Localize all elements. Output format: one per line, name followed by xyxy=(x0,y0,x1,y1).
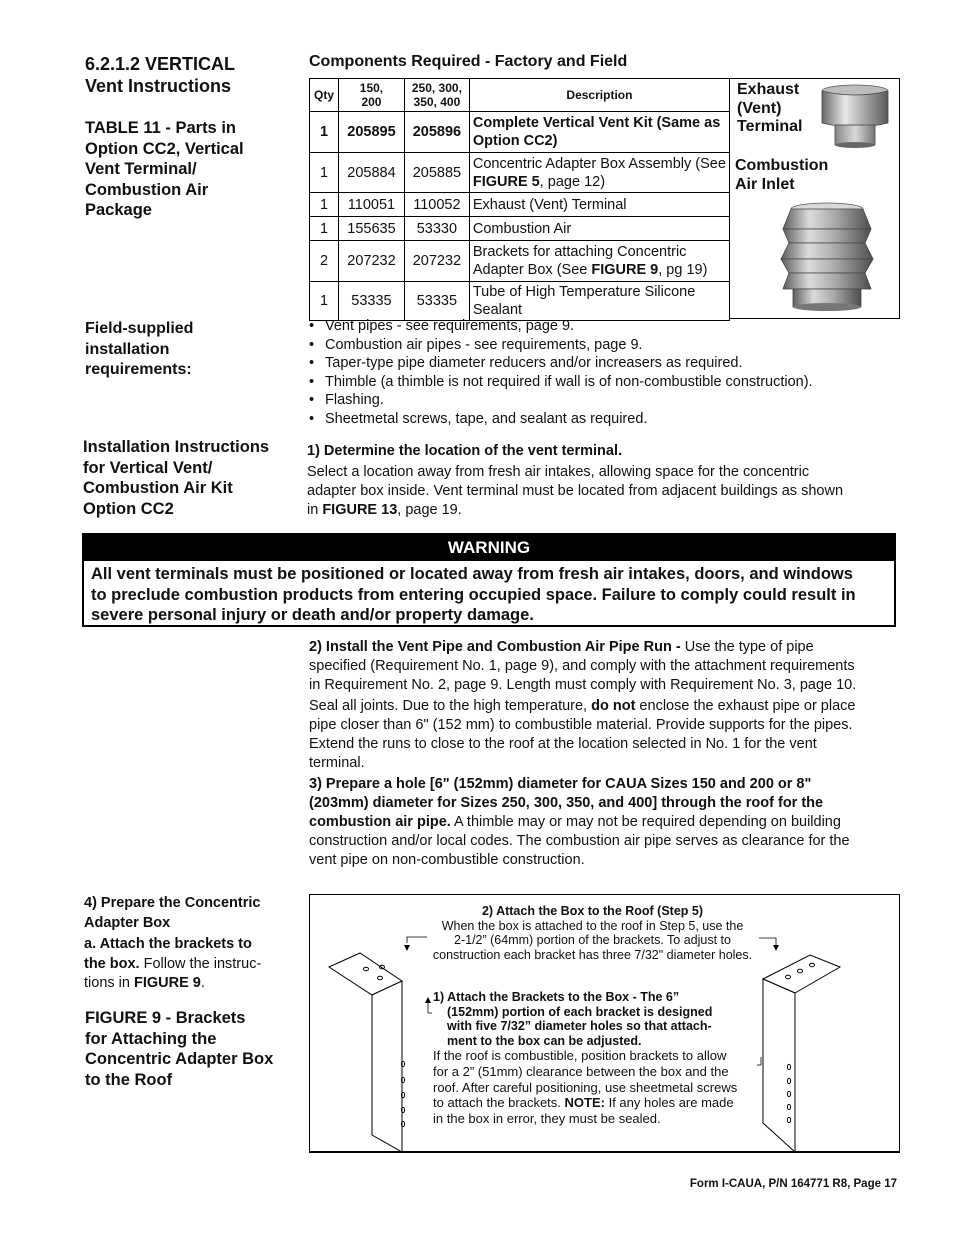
cell-part-a: 205895 xyxy=(338,112,404,153)
list-item: • Taper-type pipe diameter reducers and/or increasers as required. xyxy=(307,354,813,373)
cell-part-a: 110051 xyxy=(338,193,404,217)
step4: 4) Prepare the Concentric Adapter Box a. Attach the brackets to the box. Follow the instruc- tions in FIGURE 9. xyxy=(84,895,262,991)
list-item: • Flashing. xyxy=(307,391,813,410)
table-row xyxy=(310,153,730,193)
warning-title: WARNING xyxy=(84,535,894,561)
cell-qty: 1 xyxy=(310,193,339,217)
step1-title: 1) Determine the location of the vent terminal. xyxy=(307,443,623,459)
install-heading: Installation Instructions for Vertical Vent/ Combustion Air Kit Option CC2 xyxy=(83,438,270,518)
table-caption: TABLE 11 - Parts in Option CC2, Vertical Vent Terminal/ Combustion Air Package xyxy=(85,119,244,219)
components-title: Components Required - Factory and Field xyxy=(309,53,628,70)
figure9-diagram xyxy=(309,894,900,1153)
figure-reference[interactable]: FIGURE 9 xyxy=(133,975,201,991)
table-row xyxy=(310,241,730,282)
figure-reference[interactable]: FIGURE 13 xyxy=(322,502,398,518)
table-header-row xyxy=(310,79,730,112)
cell-description: Tube of High Temperature Silicone Sealant xyxy=(469,282,729,321)
page-footer: Form I-CAUA, P/N 164771 R8, Page 17 xyxy=(689,1178,897,1190)
cell-qty: 1 xyxy=(310,217,339,241)
cell-part-b: 207232 xyxy=(404,241,469,282)
cell-description: Exhaust (Vent) Terminal xyxy=(469,193,729,217)
right-bracket xyxy=(763,955,840,1152)
step2: 2) Install the Vent Pipe and Combustion Air Pipe Run - Use the type of pipe specified (Requirement No. 1, page 9), and comply with the attachment requirements in Requirement No. 2, page 9. Length must comply with Requirement No. 3, page 10. Seal all joints. Due to the high temperature, do not enclose the exhaust pipe or place pipe closer than 6" (152 mm) to combustible material. Provide supports for the pipes. Extend the runs to close to the roof at the location selected in No. 1 for the vent terminal. xyxy=(309,639,857,771)
list-item: • Combustion air pipes - see requirements, page 9. xyxy=(307,336,813,355)
combustion-air-inlet-label: Combustion Air Inlet xyxy=(735,157,829,193)
step2-title: 2) Install the Vent Pipe and Combustion Air Pipe Run - xyxy=(309,639,685,655)
header-qty: Qty xyxy=(310,79,339,112)
field-supplied-heading: Field-supplied installation requirements: xyxy=(85,320,194,378)
list-item: • Thimble (a thimble is not required if wall is of non-combustible construction). xyxy=(307,373,813,392)
cell-part-b: 205885 xyxy=(404,153,469,193)
cell-part-a: 207232 xyxy=(338,241,404,282)
cell-qty: 2 xyxy=(310,241,339,282)
warning-text: All vent terminals must be positioned or located away from fresh air intakes, doors, and windows to preclude combustion products from entering occupied space. Failure to comply could result in severe personal injury or death and/or property damage. xyxy=(91,565,856,624)
cell-part-a: 205884 xyxy=(338,153,404,193)
table-row xyxy=(310,217,730,241)
cell-part-b: 53335 xyxy=(404,282,469,321)
figure9-caption: FIGURE 9 - Brackets for Attaching the Concentric Adapter Box to the Roof xyxy=(85,1009,274,1089)
table-row xyxy=(310,282,730,321)
cell-description: Concentric Adapter Box Assembly (See FIGURE 5, page 12) xyxy=(469,153,729,193)
step1-callout: 1) Attach the Brackets to the Box - The 6” (152mm) portion of each bracket is designed with five 7/32” diameter holes so that attach- ment to the box can be adjusted. If the roof is combustible, position brackets to allow for a 2” (51mm) clearance between the box and the roof. After careful positioning, use sheetmetal screws to attach the brackets. NOTE: If any holes are made in the box in error, they must be sealed. xyxy=(433,990,738,1127)
figure-reference[interactable]: FIGURE 9 xyxy=(591,262,659,278)
header-size-a: 150, 200 xyxy=(338,79,404,112)
cell-part-a: 53335 xyxy=(338,282,404,321)
field-supplied-list xyxy=(307,317,813,429)
cell-qty: 1 xyxy=(310,112,339,153)
header-description: Description xyxy=(469,79,729,112)
cell-description: Brackets for attaching Concentric Adapter Box (See FIGURE 9, pg 19) xyxy=(469,241,729,282)
combustion-air-inlet-image xyxy=(779,201,875,313)
cell-description: Complete Vertical Vent Kit (Same as Option CC2) xyxy=(469,112,729,153)
list-item: • Vent pipes - see requirements, page 9. xyxy=(307,317,813,336)
cell-part-a: 155635 xyxy=(338,217,404,241)
cell-part-b: 110052 xyxy=(404,193,469,217)
cell-qty: 1 xyxy=(310,153,339,193)
figure-reference[interactable]: FIGURE 5 xyxy=(472,173,540,190)
step3: 3) Prepare a hole [6" (152mm) diameter for CAUA Sizes 150 and 200 or 8" (203mm) diameter for Sizes 250, 300, 350, and 400] through the roof for the combustion air pipe. A thimble may or may not be required depending on building construction and/or local codes. The combustion air pipe serves as clearance for the vent pipe on non-combustible construction. xyxy=(309,776,850,868)
cell-part-b: 53330 xyxy=(404,217,469,241)
exhaust-terminal-label: Exhaust (Vent) Terminal xyxy=(737,81,803,135)
step5-callout: 2) Attach the Box to the Roof (Step 5) When the box is attached to the roof in Step 5, use the 2-1/2” (64mm) portion of the brackets. To adjust to construction each bracket has three 7/32" diameter holes. xyxy=(432,904,753,962)
list-item: • Sheetmetal screws, tape, and sealant as required. xyxy=(307,410,813,429)
cell-qty: 1 xyxy=(310,282,339,321)
table-row xyxy=(310,193,730,217)
component-images-panel xyxy=(729,78,900,319)
table-row xyxy=(310,112,730,153)
section-heading: 6.2.1.2 VERTICAL Vent Instructions xyxy=(85,54,236,96)
header-size-b: 250, 300, 350, 400 xyxy=(404,79,469,112)
left-bracket xyxy=(329,953,402,1152)
cell-description: Combustion Air xyxy=(469,217,729,241)
cell-part-b: 205896 xyxy=(404,112,469,153)
parts-table xyxy=(309,78,730,321)
exhaust-terminal-image xyxy=(819,83,891,155)
warning-box xyxy=(82,533,896,627)
step1: 1) Determine the location of the vent terminal. Select a location away from fresh air intakes, allowing space for the concentric adapter box inside. Vent terminal must be located from adjacent buildings as shown in FIGURE 13, page 19. xyxy=(307,443,844,518)
